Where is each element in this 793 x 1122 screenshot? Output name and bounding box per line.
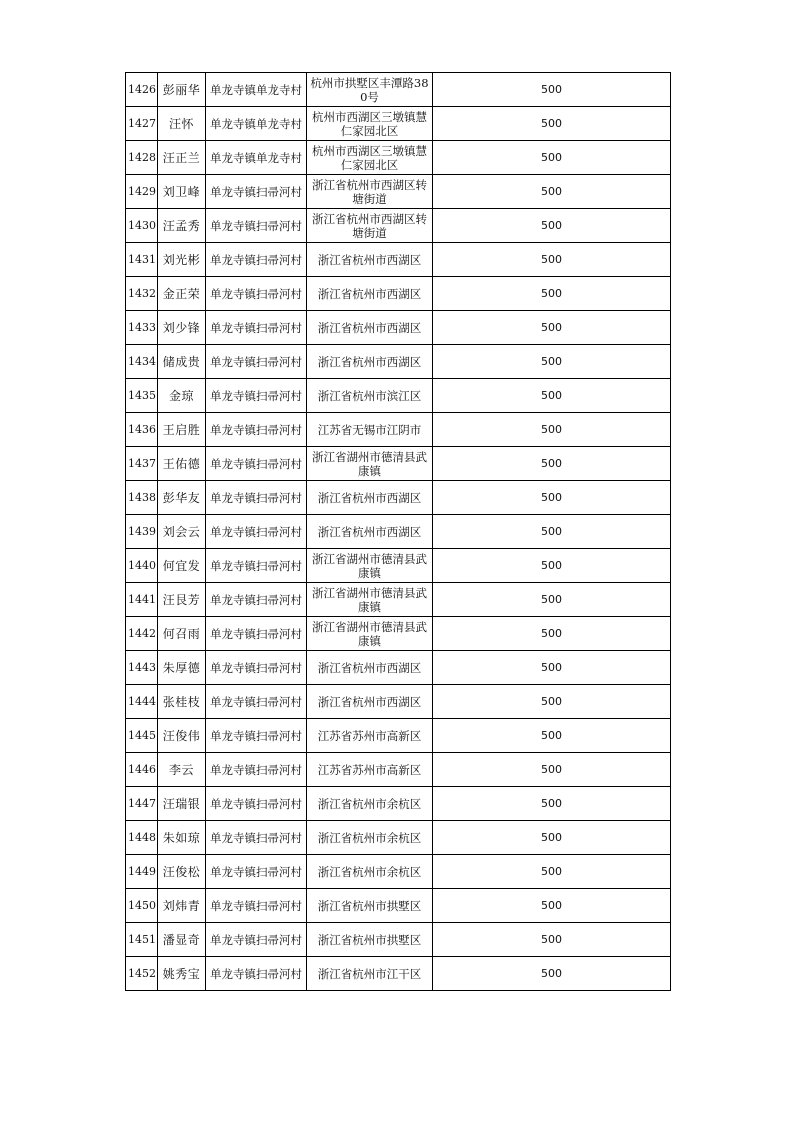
village-cell: 单龙寺镇扫帚河村 [206,209,307,243]
address-cell: 杭州市西湖区三墩镇慧仁家园北区 [307,107,433,141]
table-row [126,889,671,923]
table-row [126,209,671,243]
village-cell: 单龙寺镇扫帚河村 [206,311,307,345]
table-row [126,787,671,821]
address-cell: 浙江省杭州市余杭区 [307,787,433,821]
roster-table-body [126,73,671,991]
table-row [126,379,671,413]
village-cell: 单龙寺镇扫帚河村 [206,549,307,583]
village-cell: 单龙寺镇扫帚河村 [206,345,307,379]
table-row [126,481,671,515]
row-number-cell: 1448 [126,821,158,855]
name-cell: 汪孟秀 [158,209,206,243]
amount-cell: 500 [433,243,671,277]
table-row [126,651,671,685]
amount-cell: 500 [433,141,671,175]
name-cell: 汪俊伟 [158,719,206,753]
table-row [126,107,671,141]
address-cell: 江苏省苏州市高新区 [307,753,433,787]
address-cell: 江苏省苏州市高新区 [307,719,433,753]
row-number-cell: 1439 [126,515,158,549]
table-row [126,957,671,991]
village-cell: 单龙寺镇扫帚河村 [206,685,307,719]
row-number-cell: 1426 [126,73,158,107]
name-cell: 张桂枝 [158,685,206,719]
name-cell: 王启胜 [158,413,206,447]
amount-cell: 500 [433,719,671,753]
address-cell: 浙江省杭州市拱墅区 [307,923,433,957]
name-cell: 何召雨 [158,617,206,651]
address-cell: 浙江省杭州市西湖区 [307,685,433,719]
address-cell: 浙江省杭州市西湖区 [307,481,433,515]
name-cell: 汪瑞银 [158,787,206,821]
table-row [126,141,671,175]
address-cell: 浙江省杭州市西湖区 [307,277,433,311]
amount-cell: 500 [433,583,671,617]
table-row [126,549,671,583]
village-cell: 单龙寺镇扫帚河村 [206,889,307,923]
amount-cell: 500 [433,209,671,243]
village-cell: 单龙寺镇扫帚河村 [206,277,307,311]
table-row [126,719,671,753]
village-cell: 单龙寺镇扫帚河村 [206,753,307,787]
address-cell: 浙江省湖州市德清县武康镇 [307,583,433,617]
row-number-cell: 1431 [126,243,158,277]
address-cell: 浙江省杭州市拱墅区 [307,889,433,923]
village-cell: 单龙寺镇扫帚河村 [206,651,307,685]
amount-cell: 500 [433,107,671,141]
amount-cell: 500 [433,685,671,719]
row-number-cell: 1434 [126,345,158,379]
name-cell: 储成贵 [158,345,206,379]
amount-cell: 500 [433,617,671,651]
amount-cell: 500 [433,515,671,549]
amount-cell: 500 [433,481,671,515]
row-number-cell: 1443 [126,651,158,685]
name-cell: 刘光彬 [158,243,206,277]
village-cell: 单龙寺镇扫帚河村 [206,413,307,447]
address-cell: 浙江省杭州市余杭区 [307,821,433,855]
table-row [126,821,671,855]
address-cell: 浙江省杭州市西湖区 [307,515,433,549]
village-cell: 单龙寺镇单龙寺村 [206,141,307,175]
amount-cell: 500 [433,379,671,413]
row-number-cell: 1436 [126,413,158,447]
name-cell: 汪俊松 [158,855,206,889]
table-row [126,855,671,889]
row-number-cell: 1451 [126,923,158,957]
village-cell: 单龙寺镇扫帚河村 [206,855,307,889]
name-cell: 金正荣 [158,277,206,311]
table-row [126,685,671,719]
name-cell: 朱如琼 [158,821,206,855]
village-cell: 单龙寺镇扫帚河村 [206,719,307,753]
name-cell: 何宜发 [158,549,206,583]
name-cell: 汪正兰 [158,141,206,175]
row-number-cell: 1437 [126,447,158,481]
table-row [126,617,671,651]
row-number-cell: 1432 [126,277,158,311]
amount-cell: 500 [433,277,671,311]
name-cell: 彭丽华 [158,73,206,107]
address-cell: 浙江省杭州市西湖区转塘街道 [307,209,433,243]
village-cell: 单龙寺镇扫帚河村 [206,447,307,481]
name-cell: 刘炜青 [158,889,206,923]
row-number-cell: 1446 [126,753,158,787]
row-number-cell: 1449 [126,855,158,889]
village-cell: 单龙寺镇扫帚河村 [206,515,307,549]
table-row [126,447,671,481]
address-cell: 浙江省湖州市德清县武康镇 [307,549,433,583]
name-cell: 朱厚德 [158,651,206,685]
amount-cell: 500 [433,73,671,107]
row-number-cell: 1442 [126,617,158,651]
amount-cell: 500 [433,855,671,889]
row-number-cell: 1441 [126,583,158,617]
address-cell: 浙江省杭州市西湖区 [307,311,433,345]
village-cell: 单龙寺镇扫帚河村 [206,957,307,991]
address-cell: 浙江省湖州市德清县武康镇 [307,447,433,481]
table-row [126,243,671,277]
name-cell: 潘显奇 [158,923,206,957]
table-row [126,413,671,447]
village-cell: 单龙寺镇扫帚河村 [206,821,307,855]
table-row [126,277,671,311]
row-number-cell: 1435 [126,379,158,413]
name-cell: 王佑德 [158,447,206,481]
amount-cell: 500 [433,345,671,379]
name-cell: 彭华友 [158,481,206,515]
amount-cell: 500 [433,175,671,209]
village-cell: 单龙寺镇扫帚河村 [206,617,307,651]
table-row [126,515,671,549]
address-cell: 浙江省湖州市德清县武康镇 [307,617,433,651]
address-cell: 浙江省杭州市余杭区 [307,855,433,889]
roster-table [125,72,671,991]
amount-cell: 500 [433,311,671,345]
amount-cell: 500 [433,447,671,481]
row-number-cell: 1440 [126,549,158,583]
name-cell: 汪艮芳 [158,583,206,617]
village-cell: 单龙寺镇扫帚河村 [206,923,307,957]
name-cell: 汪怀 [158,107,206,141]
address-cell: 浙江省杭州市西湖区 [307,345,433,379]
table-row [126,753,671,787]
amount-cell: 500 [433,821,671,855]
village-cell: 单龙寺镇扫帚河村 [206,787,307,821]
name-cell: 金琼 [158,379,206,413]
address-cell: 杭州市拱墅区丰潭路380号 [307,73,433,107]
village-cell: 单龙寺镇扫帚河村 [206,481,307,515]
row-number-cell: 1430 [126,209,158,243]
amount-cell: 500 [433,787,671,821]
amount-cell: 500 [433,923,671,957]
row-number-cell: 1433 [126,311,158,345]
name-cell: 姚秀宝 [158,957,206,991]
row-number-cell: 1429 [126,175,158,209]
village-cell: 单龙寺镇扫帚河村 [206,379,307,413]
row-number-cell: 1447 [126,787,158,821]
village-cell: 单龙寺镇扫帚河村 [206,175,307,209]
name-cell: 刘会云 [158,515,206,549]
table-row [126,175,671,209]
row-number-cell: 1438 [126,481,158,515]
row-number-cell: 1445 [126,719,158,753]
row-number-cell: 1427 [126,107,158,141]
amount-cell: 500 [433,651,671,685]
address-cell: 浙江省杭州市滨江区 [307,379,433,413]
address-cell: 浙江省杭州市西湖区 [307,243,433,277]
amount-cell: 500 [433,549,671,583]
table-row [126,923,671,957]
village-cell: 单龙寺镇单龙寺村 [206,73,307,107]
table-row [126,73,671,107]
row-number-cell: 1428 [126,141,158,175]
amount-cell: 500 [433,753,671,787]
amount-cell: 500 [433,889,671,923]
amount-cell: 500 [433,957,671,991]
table-row [126,311,671,345]
table-row [126,345,671,379]
address-cell: 浙江省杭州市西湖区转塘街道 [307,175,433,209]
address-cell: 浙江省杭州市西湖区 [307,651,433,685]
table-row [126,583,671,617]
village-cell: 单龙寺镇单龙寺村 [206,107,307,141]
name-cell: 刘少锋 [158,311,206,345]
address-cell: 江苏省无锡市江阴市 [307,413,433,447]
name-cell: 李云 [158,753,206,787]
name-cell: 刘卫峰 [158,175,206,209]
amount-cell: 500 [433,413,671,447]
village-cell: 单龙寺镇扫帚河村 [206,583,307,617]
address-cell: 浙江省杭州市江干区 [307,957,433,991]
village-cell: 单龙寺镇扫帚河村 [206,243,307,277]
row-number-cell: 1450 [126,889,158,923]
row-number-cell: 1452 [126,957,158,991]
address-cell: 杭州市西湖区三墩镇慧仁家园北区 [307,141,433,175]
row-number-cell: 1444 [126,685,158,719]
